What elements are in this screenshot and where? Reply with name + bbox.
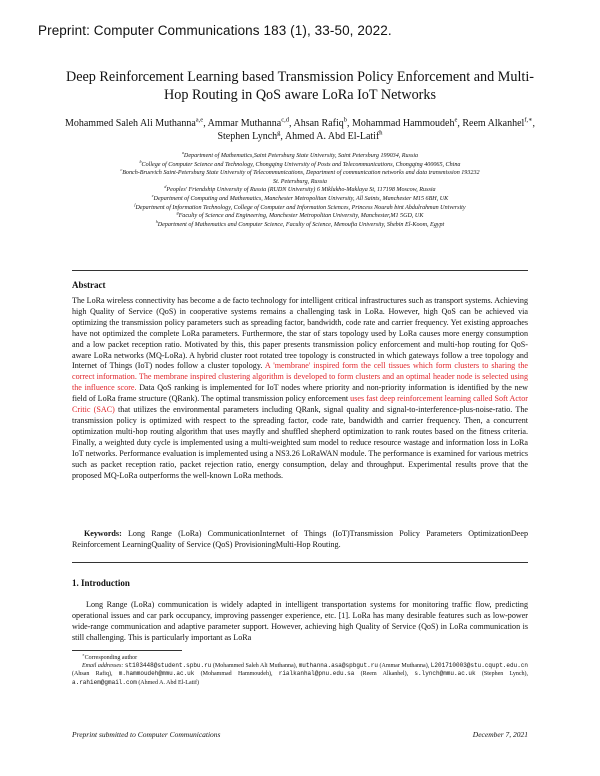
affiliation-line: $^f$Department of Information Technology, College of Computer and Information Sciences, Princess Nourah bint Abdulrahman University	[134, 201, 466, 211]
email-link[interactable]: s.lynch@mmu.ac.uk	[414, 670, 476, 678]
email-link[interactable]: rialkanhal@pnu.edu.sa	[278, 670, 355, 678]
email-addresses: Email addresses: st103448@student.spbu.ru (Mohammed Saleh Ali Muthanna), muthanna.asa@spbgut.ru (Ammar Muthanna), L201710003@stu.cqupt.edu.cn (Ahsan Rafiq), m.hammoudeh@mmu.ac.uk (Mohammad Hammoudeh), rialkanhal@pnu.edu.sa (Reem Alkanhel), s.lynch@mmu.ac.uk (Stephen Lynch), a.rahiem@gmail.com (Ahmed A. Abd El-Latif)	[72, 662, 529, 686]
keywords: Keywords: Long Range (LoRa) CommunicationInternet of Things (IoT)Transmission Policy Parameters OptimizationDeep Reinforcement LearningQuality of Service (QoS) ProvisioningMulti-Hop Routing.	[72, 529, 528, 549]
abstract-heading: Abstract	[72, 280, 106, 290]
email-link[interactable]: a.rahiem@gmail.com	[72, 678, 137, 686]
affiliations	[40, 149, 560, 229]
footer-journal: Preprint submitted to Computer Communications	[72, 730, 221, 739]
email-link[interactable]: st103448@student.spbu.ru	[124, 662, 212, 670]
author-name: Ammar Muthanna	[207, 118, 282, 129]
author-name: Mohammad Hammoudeh	[352, 118, 455, 129]
affiliation-line: $^c$Bonch-Bruevich Saint-Petersburg State University of Telecommunications, Department of communication networks and data transmission 193232	[120, 167, 480, 177]
footnotes	[72, 654, 528, 687]
email-link[interactable]: L201710003@stu.cqupt.edu.cn	[430, 662, 529, 670]
highlighted-text: uses fast deep reinforcement learning called Soft Actor Critic (SAC)	[72, 394, 528, 415]
highlighted-text: A 'membrane' inspired form the cell tissues which form clusters to sharing the correct information. The membrane inspired clustering algorithm is developed to form clusters and an optimal header node is selected using the influence score.	[72, 361, 529, 393]
author-list: Mohammed Saleh Ali Muthanna$^{a,e}$, Ammar Muthanna$^{c,d}$, Ahsan Rafiq$^b$, Mohammad Hammoudeh$^e$, Reem Alkanhel$^{f,∗}$, Stephen Lynch$^g$, Ahmed A. Abd El-Latif$^h$	[64, 116, 536, 142]
email-link[interactable]: muthanna.asa@spbgut.ru	[298, 662, 378, 670]
corresponding-note: ∗Corresponding author	[82, 653, 138, 661]
divider	[72, 270, 528, 271]
email-link[interactable]: m.hammoudeh@mmu.ac.uk	[118, 670, 195, 678]
affiliation-line: $^b$College of Computer Science and Technology, Chongqing University of Posts and Telecommunications, Chongqing 400065, China	[139, 158, 461, 168]
affiliation-line: $^a$Department of Mathematics,Saint Petersburg State University, Saint Petersburg 199034, Russia	[181, 149, 419, 159]
abstract-body: The LoRa wireless connectivity has become a de facto technology for intelligent critical infrastructures such as transport systems. Achieving high Quality of Service (QoS) in cooperative systems remains a challenging task in LoRa. However, high QoS can be achieved via optimizing the transmission policy parameters such as spreading factor, bandwidth, code rate and carrier frequency. Yet existing approaches have not optimized the complete LoRa parameters. Furthermore, the star of stars topology used by LoRa causes more energy consumption and a low packet reception ratio. Motivated by this, this paper presents transmission policy enforcement and multi-hop routing for QoS-aware LoRa networks (MQ-LoRa). A hybrid cluster root rotated tree topology is constructed in which gateways follow a tree topology and Internet of Things (IoT) nodes follow a cluster topology. A 'membrane' inspired form the cell tissues which form clusters to sharing the correct information. The membrane inspired clustering algorithm is developed to form clusters and an optimal header node is selected using the influence score. Data QoS ranking is implemented for IoT nodes where priority and non-priority information is identified by the new field of LoRa frame structure (QRank). The optimal transmission policy enforcement uses fast deep reinforcement learning called Soft Actor Critic (SAC) that utilizes the environmental parameters including QRank, signal quality and signal-to-interference-plus-noise-ratio. The transmission policy is optimized with respect to the spreading factor, code rate, bandwidth and carrier frequency. Then, a concurrent optimization multi-hop routing algorithm that uses mayfly and shuffled shepherd optimization to rank routes based on the fitness criteria. Finally, a weighted duty cycle is implemented using a multi-weighted sum model to reduce resource wastage and information loss in LoRa IoT networks. Performance evaluation is implemented using a NS3.26 LoRaWAN module. The performance is examined for various metrics such as packet reception ratio, packet rejection ratio, energy consumption, delay and throughput. Experimental results prove that the proposed MQ-LoRa outperforms the well-known LoRa methods.	[72, 296, 529, 480]
affiliation-line: St. Petersburg, Russia	[273, 178, 327, 185]
affiliation-line: $^h$Department of Mathematics and Computer Science, Faculty of Science, Menoufia University, Shebin El-Koom, Egypt	[155, 218, 445, 228]
author-name: Reem Alkanhel	[462, 118, 525, 129]
footnote-divider	[72, 650, 182, 651]
author-name: Mohammed Saleh Ali Muthanna	[64, 118, 196, 129]
paper-title: Deep Reinforcement Learning based Transmission Policy Enforcement and Multi-Hop Routing in QoS aware LoRa IoT Networks	[65, 69, 535, 103]
affiliation-line: $^d$Peoples' Friendship University of Russia (RUDN University) 6 Miklukho-Maklaya St, 117198 Moscow, Russia	[164, 184, 436, 194]
affiliation-line: $^e$Department of Computing and Mathematics, Manchester Metropolitan University, All Saints, Manchester M15 6BH, UK	[151, 192, 449, 202]
divider	[72, 562, 528, 563]
footer-date: December 7, 2021	[472, 730, 528, 739]
intro-paragraph: Long Range (LoRa) communication is widely adapted in intelligent transportation systems for monitoring traffic flow, predicting operational issues and car park occupancy, improving passenger experience, etc. [1]. LoRa has many desirable features such as low-power wide-range communication and adaptive parameter support. However, achieving high Quality of Service (QoS) in LoRa communication is still challenging. This is particularly important as LoRa	[72, 600, 528, 642]
preprint-header: Preprint: Computer Communications 183 (1), 33-50, 2022.	[38, 23, 392, 38]
author-name: Stephen Lynch	[217, 131, 278, 142]
author-name: Ahmed A. Abd El-Latif	[284, 131, 380, 142]
section-heading: 1. Introduction	[72, 578, 130, 588]
affiliation-line: $^g$Faculty of Science and Engineering, Manchester Metropolitan University, Manchester,M1 5GD, UK	[176, 210, 424, 220]
author-name: Ahsan Rafiq	[293, 118, 344, 129]
